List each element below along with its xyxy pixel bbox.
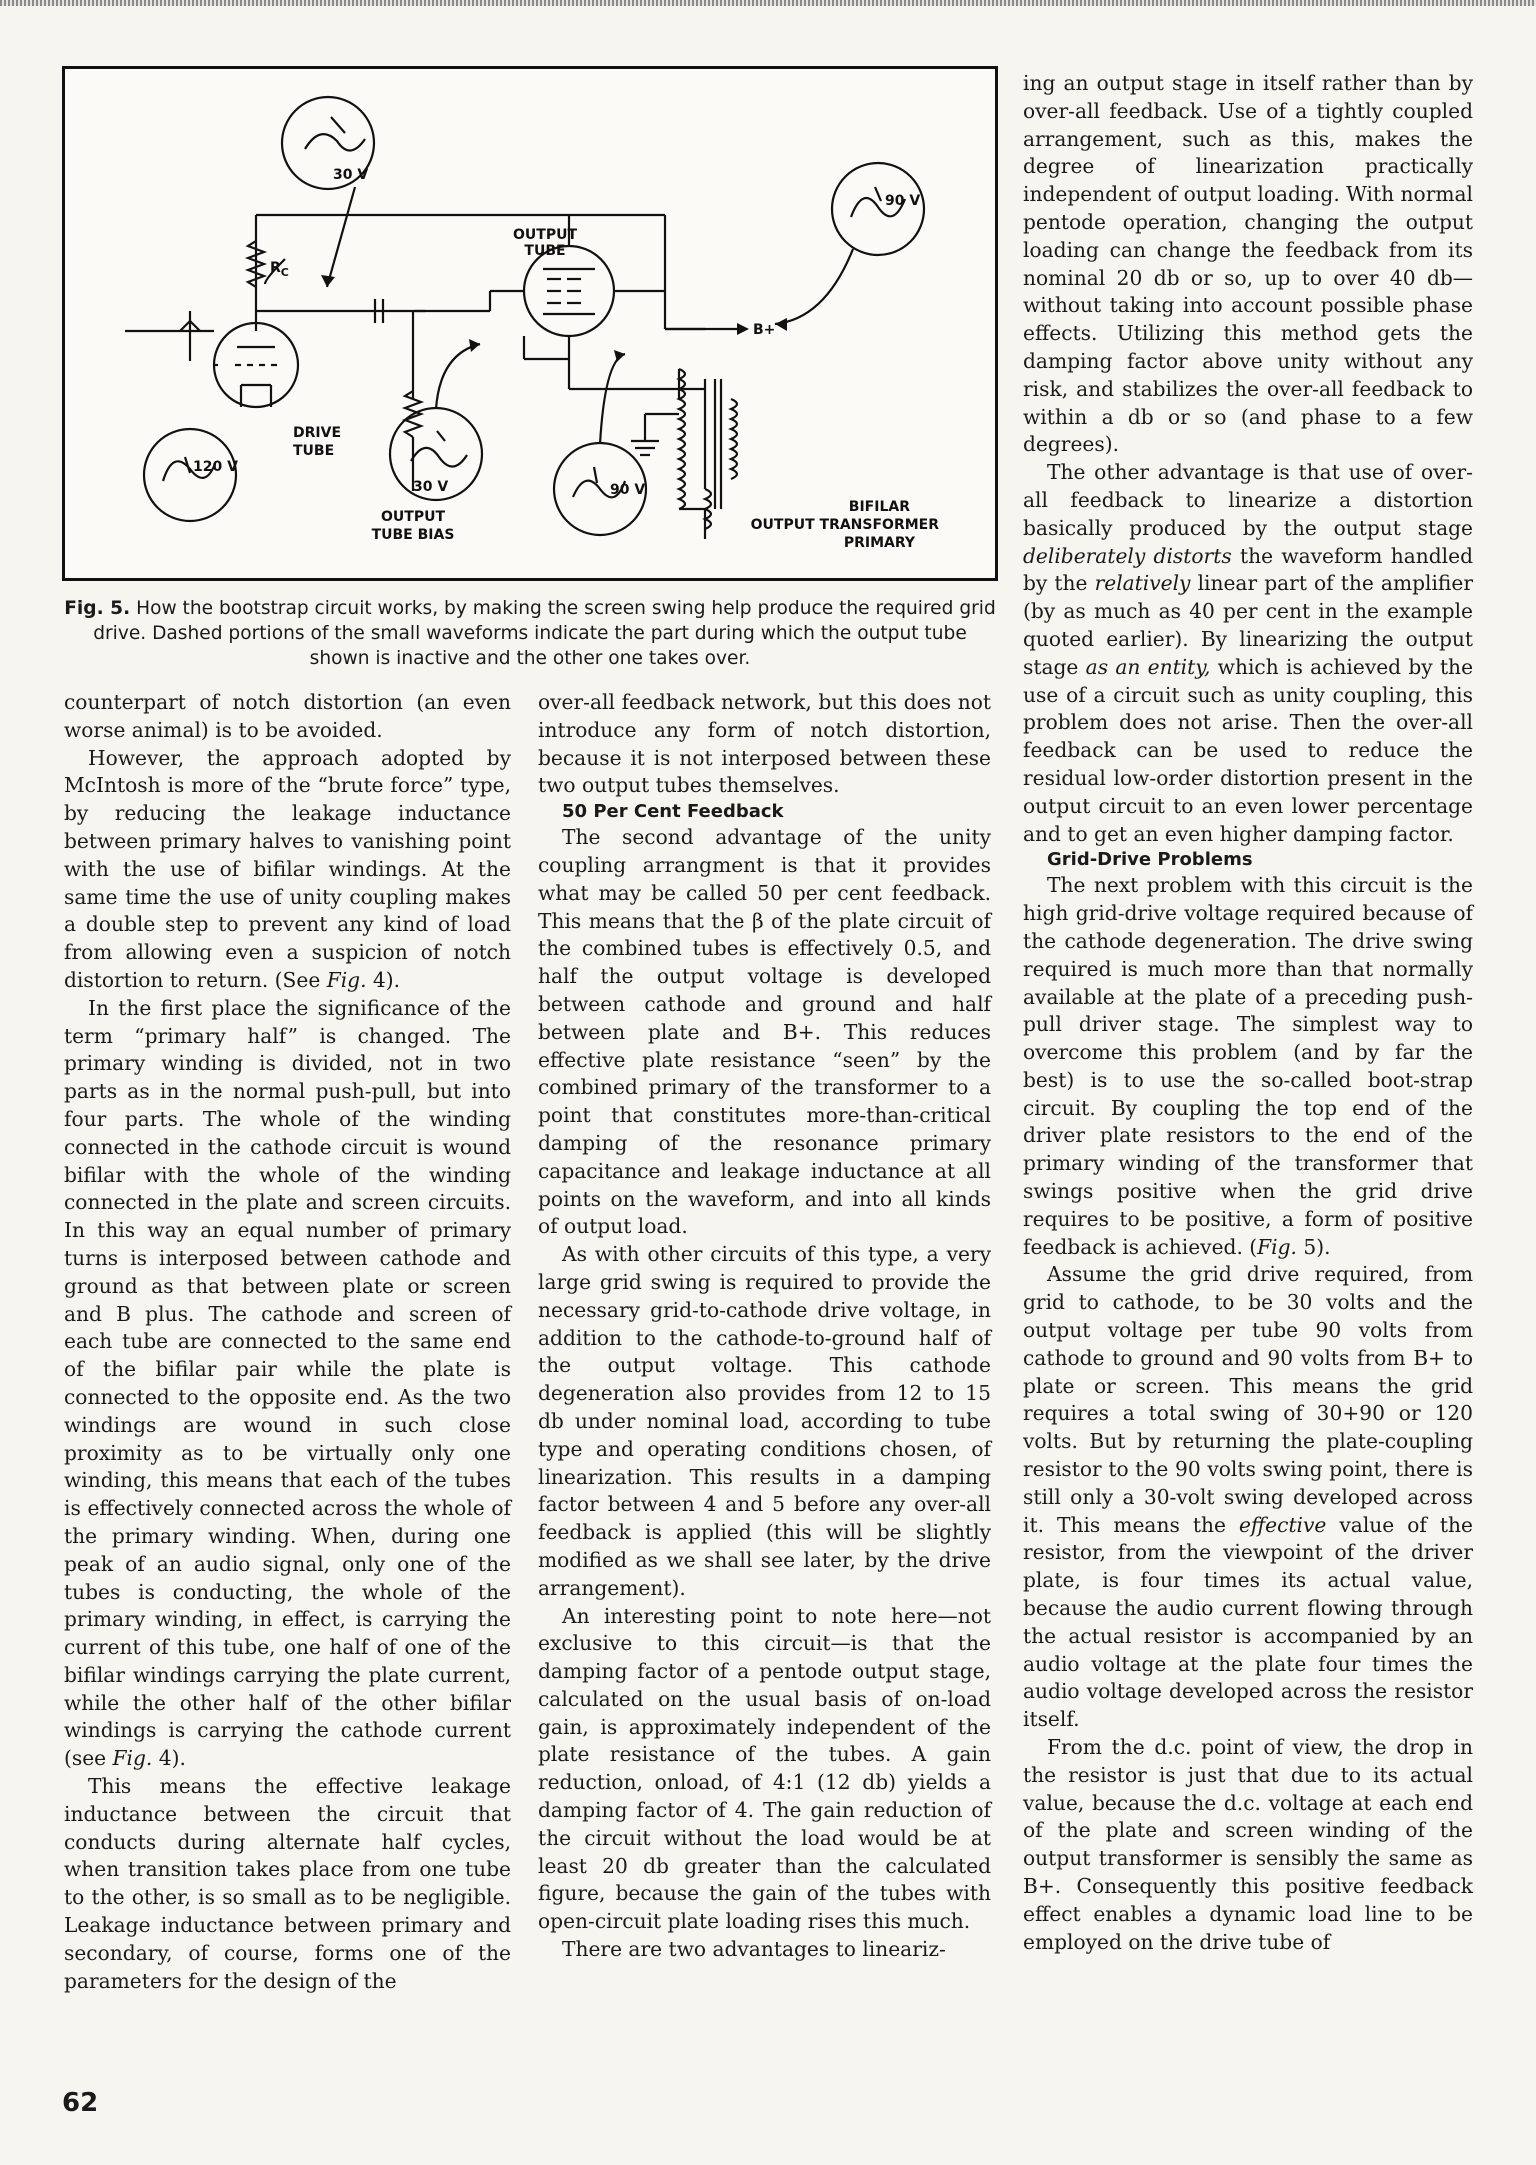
text-column-3 [1023, 70, 1473, 1956]
page-top-border [0, 0, 1536, 6]
label-b-plus: B+ [753, 322, 776, 338]
label-drive-tube-2: TUBE [293, 443, 335, 459]
paragraph: counterpart of notch distortion (an even worse animal) is to be avoided. [64, 690, 511, 742]
section-heading: Grid-Drive Problems [1047, 849, 1253, 871]
label-output-tube-2: TUBE [524, 243, 566, 259]
text-column-2 [538, 689, 991, 1964]
label-30v-top: 30 V [333, 167, 369, 183]
label-120v: 120 V [193, 459, 238, 475]
section-heading: 50 Per Cent Feedback [562, 801, 784, 823]
label-bias-1: OUTPUT [381, 509, 445, 525]
label-output-tube-1: OUTPUT [513, 227, 577, 243]
label-bias-2: TUBE BIAS [371, 527, 455, 543]
paragraph: However, the approach adopted by McIntosh is more of the “brute force” type, by reducing the leakage inductance between primary halves to vanishing point with the use of bifilar windings. At the same time the use of unity coupling makes a double step to prevent any kind of load from allowing even a suspicion of notch distortion to return. (See Fig. 4). [64, 745, 511, 992]
figure-5-diagram [62, 66, 998, 581]
text-column-1 [64, 689, 511, 1995]
paragraph: over-all feedback network, but this does not introduce any form of notch distortion, because it is not interposed between these two output tubes themselves. [538, 690, 991, 798]
figure-caption: Fig. 5. How the bootstrap circuit works, by making the screen swing help produce the required grid drive. Dashed portions of the small waveforms indicate the part during which the output tube shown is inactive and the other one takes over. [64, 598, 996, 669]
paragraph: An interesting point to note here—not exclusive to this circuit—is that the damping factor of a pentode output stage, calculated on the usual basis of on-load gain, is approximately independent of the plate resistance of the tubes. A gain reduction, onload, of 4:1 (12 db) yields a damping factor of 4. The gain reduction of the circuit without the load would be at least 20 db greater than the calculated figure, because the gain of the tubes with open-circuit plate loading rises this much. [538, 1603, 991, 1934]
label-90v-right: 90 V [885, 193, 921, 209]
label-30v-mid: 30 V [413, 479, 449, 495]
paragraph: The next problem with this circuit is the high grid-drive voltage required because of the cathode degeneration. The drive swing required is much more than that normally available at the plate of a preceding push-pull driver stage. The simplest way to overcome this problem (and by far the best) is to use the so-called boot-strap circuit. By coupling the top end of the driver plate resistors to the end of the primary winding of the transformer that swings positive when the grid drive requires to be positive, a form of positive feedback is achieved. (Fig. 5). [1023, 873, 1473, 1259]
paragraph: This means the effective leakage inductance between the circuit that conducts during alternate half cycles, when transition takes place from one tube to the other, is so small as to be negligible. Leakage inductance between primary and secondary, of course, forms one of the parameters for the design of the [64, 1774, 511, 1993]
label-drive-tube-1: DRIVE [293, 425, 342, 441]
paragraph: There are two advantages to lineariz- [562, 1937, 946, 1962]
page-number: 62 [62, 2088, 99, 2118]
paragraph: Assume the grid drive required, from grid to cathode, to be 30 volts and the output voltage per tube 90 volts from cathode to ground and 90 volts from B+ to plate or screen. This means the grid requires a total swing of 30+90 or 120 volts. But by returning the plate-coupling resistor to the 90 volts swing point, there is still only a 30-volt swing developed across it. This means the effective value of the resistor, from the viewpoint of the driver plate, is four times its actual value, because the audio current flowing through the actual resistor is accompanied by an audio voltage at the plate four times the audio voltage developed across the resistor itself. [1023, 1262, 1473, 1732]
paragraph: The other advantage is that use of over-all feedback to linearize a distortion basically produced by the output stage deliberately distorts the waveform handled by the relatively linear part of the amplifier (by as much as 40 per cent in the example quoted earlier). By linearizing the output stage as an entity, which is achieved by the use of a circuit such as unity coupling, this problem does not arise. Then the over-all feedback can be used to reduce the residual low-order distortion present in the output circuit to an even lower percentage and to get an even higher damping factor. [1023, 460, 1474, 846]
paragraph: As with other circuits of this type, a very large grid swing is required to provide the necessary grid-to-cathode drive voltage, in addition to the cathode-to-ground half of the output voltage. This cathode degeneration also provides from 12 to 15 db under nominal load, according to tube type and operating conditions chosen, of linearization. This results in a damping factor between 4 and 5 before any over-all feedback is applied (this will be slightly modified as we shall see later, by the drive arrangement). [538, 1242, 991, 1600]
paragraph: The second advantage of the unity coupling arrangment is that it provides what may be called 50 per cent feedback. This means that the β of the plate circuit of the combined tubes is effectively 0.5, and half the output voltage is developed between cathode and ground and half between plate and B+. This reduces effective plate resistance “seen” by the combined primary of the transformer to a point that constitutes more-than-critical damping of the resonance primary capacitance and leakage inductance at all points on the waveform, and into all kinds of output load. [538, 825, 991, 1239]
paragraph: ing an output stage in itself rather than by over-all feedback. Use of a tightly coupled arrangement, such as this, makes the degree of linearization practically independent of output loading. With normal pentode operation, changing the output loading can change the feedback from its nominal 20 db or so, up to over 40 db—without taking into account possible phase effects. Utilizing this method gets the damping factor above unity without any risk, and stabilizes the over-all feedback to within a db or so (and phase to a few degrees). [1023, 71, 1473, 457]
paragraph: In the first place the significance of the term “primary half” is changed. The primary winding is divided, not in two parts as in the normal push-pull, but into four parts. The whole of the winding connected in the cathode circuit is wound bifilar with the whole of the winding connected in the plate and screen circuits. In this way an equal number of primary turns is interposed between cathode and ground as that between plate or screen and B plus. The cathode and screen of each tube are connected to the same end of the bifilar pair while the plate is connected to the opposite end. As the two windings are wound in such close proximity as to be virtually only one winding, this means that each of the tubes is effectively connected across the whole of the primary winding. When, during one peak of an audio signal, only one of the tubes is conducting, the whole of the primary winding, in effect, is carrying the current of this tube, one half of one of the bifilar windings carrying the plate current, while the other half of the other bifilar windings is carrying the cathode current (see Fig. 4). [64, 995, 511, 1771]
label-xfmr-3: PRIMARY [843, 535, 915, 551]
label-xfmr-1: BIFILAR [848, 499, 910, 515]
bootstrap-circuit-schematic [65, 69, 995, 578]
paragraph: From the d.c. point of view, the drop in the resistor is just that due to its actual value, because the d.c. voltage at each end of the plate and screen winding of the output transformer is sensibly the same as B+. Consequently this positive feedback effect enables a dynamic load line to be employed on the drive tube of [1023, 1735, 1473, 1954]
label-rc: $R_C$ [270, 260, 289, 279]
label-xfmr-2: OUTPUT TRANSFORMER [750, 517, 939, 533]
label-90v-bottom: 90 V [610, 482, 646, 498]
